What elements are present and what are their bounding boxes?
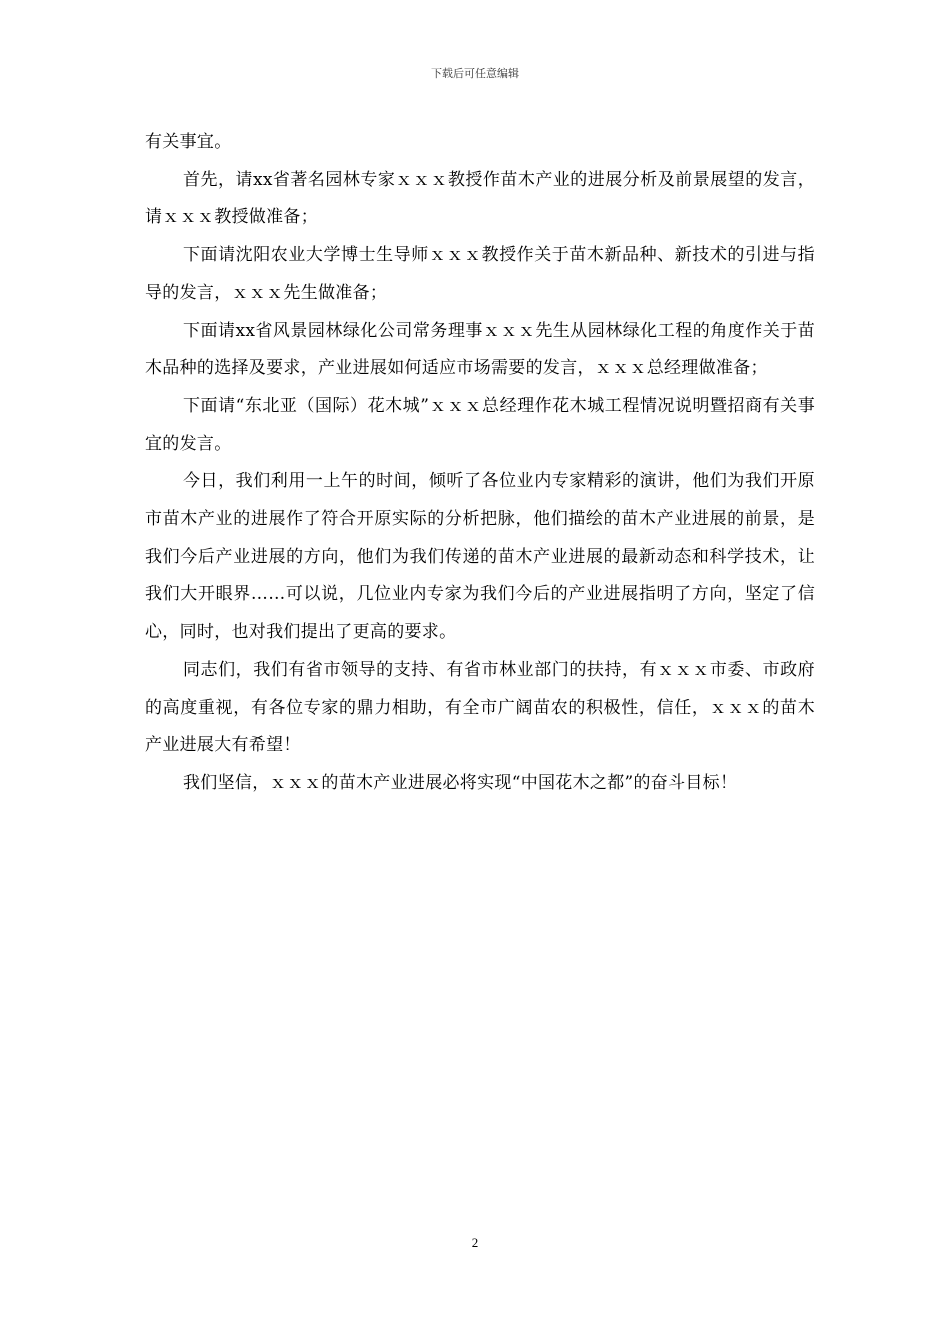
paragraph-2: 首先，请xx省著名园林专家ｘｘｘ教授作苗木产业的进展分析及前景展望的发言，请ｘｘｘ教授做准备； (145, 169, 815, 228)
paragraph-3: 下面请沈阳农业大学博士生导师ｘｘｘ教授作关于苗木新品种、新技术的引进与指导的发言，ｘｘｘ先生做准备； (145, 245, 815, 303)
paragraph-6: 今日，我们利用一上午的时间，倾听了各位业内专家精彩的演讲，他们为我们开原市苗木产业的进展作了符合开原实际的分析把脉，他们描绘的苗木产业进展的前景，是我们今后产业进展的方向，他们为我们传递的苗木产业进展的最新动态和科学技术，让我们大开眼界……可以说，几位业内专家为我们今后的产业进展指明了方向，坚定了信心，同时，也对我们提出了更高的要求。 (145, 471, 815, 643)
header-note: 下载后可任意编辑 (431, 67, 519, 80)
page-number: 2 (471, 1235, 479, 1250)
paragraph-4: 下面请xx省风景园林绿化公司常务理事ｘｘｘ先生从园林绿化工程的角度作关于苗木品种的选择及要求，产业进展如何适应市场需要的发言，ｘｘｘ总经理做准备； (145, 320, 815, 379)
paragraph-8: 我们坚信，ｘｘｘ的苗木产业进展必将实现“中国花木之都”的奋斗目标！ (183, 772, 738, 793)
paragraph-1: 有关事宜。 (145, 132, 232, 152)
paragraph-7: 同志们，我们有省市领导的支持、有省市林业部门的扶持，有ｘｘｘ市委、市政府的高度重视，有各位专家的鼎力相助，有全市广阔苗农的积极性，信任，ｘｘｘ的苗木产业进展大有希望！ (145, 659, 815, 756)
paragraph-5: 下面请“东北亚（国际）花木城”ｘｘｘ总经理作花木城工程情况说明暨招商有关事宜的发言。 (145, 395, 815, 454)
document-body (145, 124, 815, 803)
